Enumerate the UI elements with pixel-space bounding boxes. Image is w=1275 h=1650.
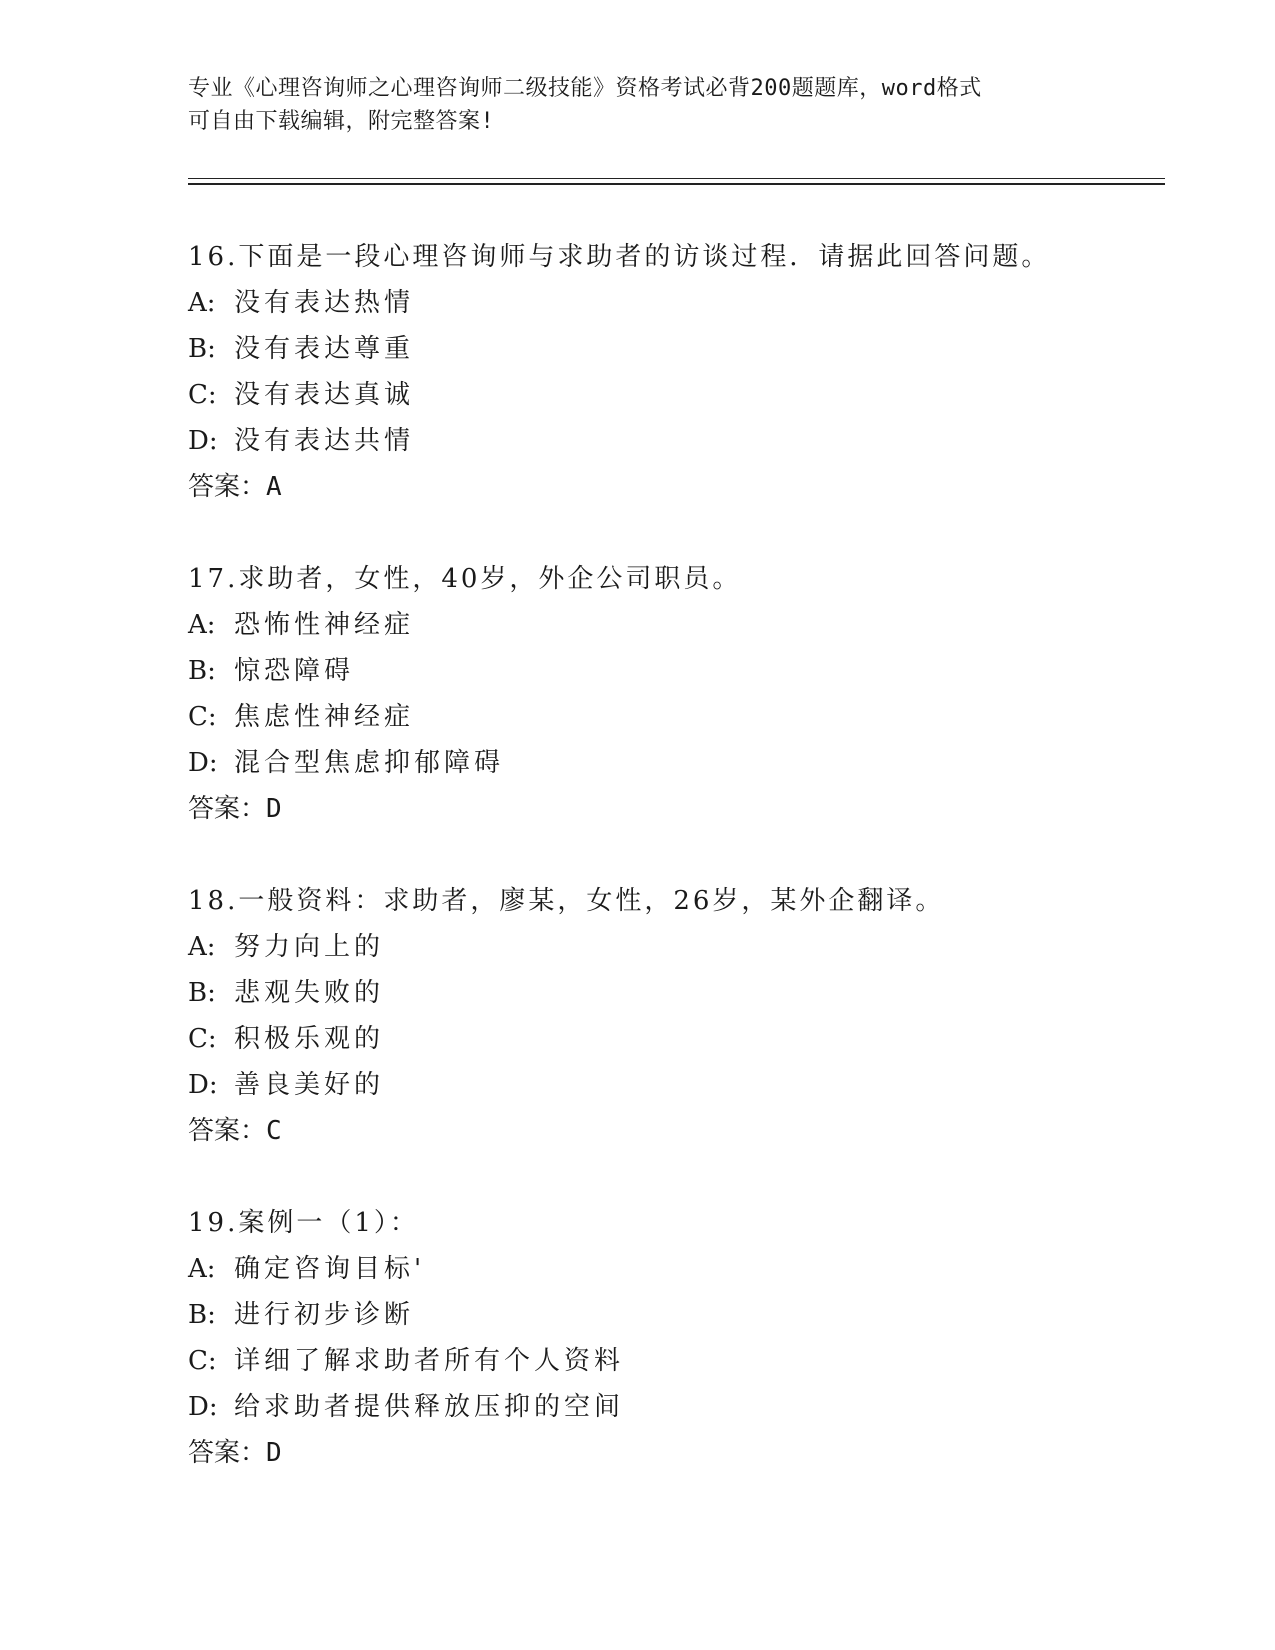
option-text: 混合型焦虑抑郁障碍 xyxy=(234,748,505,778)
question-17 xyxy=(188,556,1148,832)
option-text: 积极乐观的 xyxy=(234,1024,385,1054)
option-c xyxy=(188,372,1148,418)
option-b xyxy=(188,326,1148,372)
option-text: 没有表达尊重 xyxy=(234,334,415,364)
question-19 xyxy=(188,1200,1148,1476)
question-title: 18.一般资料：求助者，廖某，女性，26岁，某外企翻译。 xyxy=(188,886,945,916)
header-divider-thin xyxy=(188,178,1165,179)
question-list xyxy=(188,234,1148,1522)
question-title: 19.案例一（1）： xyxy=(188,1208,419,1238)
option-text: 没有表达真诚 xyxy=(234,380,415,410)
option-letter: B: xyxy=(188,656,216,686)
option-b xyxy=(188,970,1148,1016)
option-letter: C: xyxy=(188,1346,217,1376)
question-18 xyxy=(188,878,1148,1154)
option-letter: D: xyxy=(188,1392,218,1422)
option-text: 进行初步诊断 xyxy=(234,1300,415,1330)
option-letter: A: xyxy=(188,288,216,318)
answer-line: 答案：D xyxy=(188,1438,282,1468)
option-a xyxy=(188,602,1148,648)
answer-line: 答案：A xyxy=(188,472,282,502)
option-text: 焦虑性神经症 xyxy=(234,702,415,732)
option-text: 悲观失败的 xyxy=(234,978,385,1008)
question-title: 17.求助者，女性，40岁，外企公司职员。 xyxy=(188,564,742,594)
option-b xyxy=(188,1292,1148,1338)
option-b xyxy=(188,648,1148,694)
option-letter: A: xyxy=(188,1254,216,1284)
option-text: 给求助者提供释放压抑的空间 xyxy=(234,1392,625,1422)
option-text: 没有表达热情 xyxy=(234,288,415,318)
option-a xyxy=(188,280,1148,326)
option-letter: C: xyxy=(188,702,217,732)
option-d xyxy=(188,740,1148,786)
option-letter: B: xyxy=(188,334,216,364)
option-a xyxy=(188,924,1148,970)
header-line-1: 专业《心理咨询师之心理咨询师二级技能》资格考试必背200题题库，word格式 xyxy=(188,76,982,101)
option-text: 惊恐障碍 xyxy=(234,656,355,686)
question-16 xyxy=(188,234,1148,510)
option-d xyxy=(188,418,1148,464)
option-a xyxy=(188,1246,1148,1292)
option-letter: B: xyxy=(188,1300,216,1330)
option-d xyxy=(188,1062,1148,1108)
header-line-2: 可自由下载编辑，附完整答案! xyxy=(188,109,495,134)
option-letter: D: xyxy=(188,426,218,456)
option-d xyxy=(188,1384,1148,1430)
option-text: 努力向上的 xyxy=(234,932,385,962)
option-text: 善良美好的 xyxy=(234,1070,385,1100)
option-letter: C: xyxy=(188,380,217,410)
header-divider-thick xyxy=(188,183,1165,185)
option-letter: C: xyxy=(188,1024,217,1054)
option-text: 恐怖性神经症 xyxy=(234,610,415,640)
document-header xyxy=(188,72,1088,138)
option-text: 没有表达共情 xyxy=(234,426,415,456)
option-c xyxy=(188,1338,1148,1384)
answer-line: 答案：D xyxy=(188,794,282,824)
option-text: 详细了解求助者所有个人资料 xyxy=(234,1346,625,1376)
option-letter: A: xyxy=(188,932,216,962)
option-c xyxy=(188,694,1148,740)
option-c xyxy=(188,1016,1148,1062)
option-letter: D: xyxy=(188,1070,218,1100)
option-letter: A: xyxy=(188,610,216,640)
option-letter: B: xyxy=(188,978,216,1008)
question-title: 16.下面是一段心理咨询师与求助者的访谈过程．请据此回答问题。 xyxy=(188,242,1051,272)
answer-line: 答案：C xyxy=(188,1116,282,1146)
option-letter: D: xyxy=(188,748,218,778)
option-text: 确定咨询目标' xyxy=(234,1254,426,1284)
